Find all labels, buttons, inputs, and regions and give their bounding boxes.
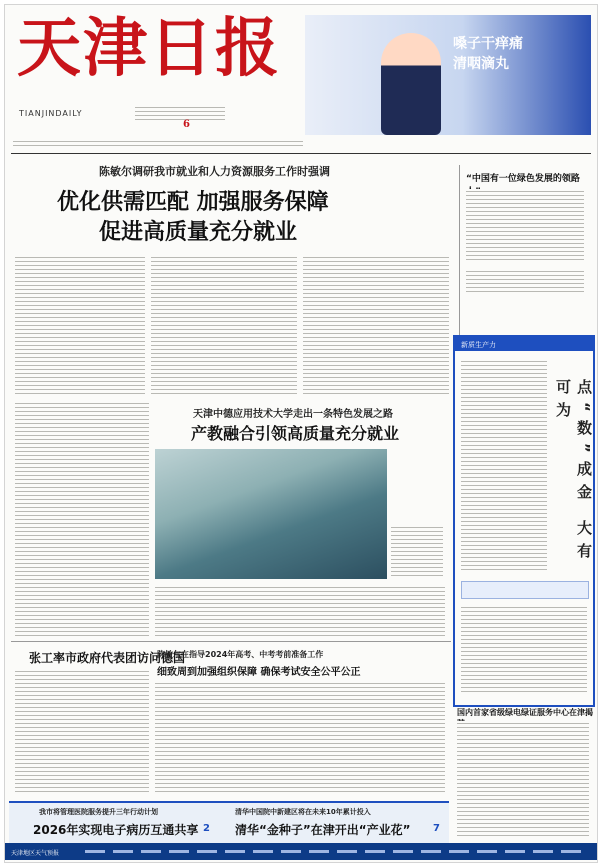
- left-story-body: [15, 401, 149, 637]
- boxed-story: [453, 335, 595, 707]
- lower-mid-headline: 细致周到加强组织保障 确保考试安全公平公正: [157, 667, 361, 678]
- right-low-headline: 国内首家省级绿电绿证服务中心在津揭: [457, 708, 593, 717]
- right-top-title: “中国有一位绿色发展的领路: [466, 174, 580, 184]
- masthead-title: 天津日报: [17, 11, 281, 86]
- lead-body-col-3: [303, 255, 449, 395]
- teaser-right-headline: 清华“金种子”在津开出“产业花”: [235, 823, 411, 837]
- lower-left-body: [15, 669, 149, 795]
- lead-headline-2: 促进高质量充分就业: [99, 220, 298, 245]
- lead-headline-1: 优化供需匹配 加强服务保障: [57, 190, 329, 215]
- lower-mid-kicker: 陈敏尔在指导2024年高考、中考考前准备工作: [157, 650, 324, 659]
- teaser-left-headline: 2026年实现电子病历互通共享: [33, 823, 199, 837]
- photo-caption: [391, 525, 443, 577]
- ad-line-1: 嗓子干痒痛: [453, 36, 523, 52]
- publisher-line: [13, 139, 303, 147]
- masthead-english: TIANJINDAILY: [19, 109, 83, 118]
- right-low-body: [457, 721, 589, 837]
- teaser-right-page: 7: [433, 823, 440, 834]
- lead-body-col-2: [151, 255, 297, 395]
- feature-photo: [155, 449, 387, 579]
- issue-info: [135, 105, 225, 127]
- lead-kicker: 陈敏尔调研我市就业和人力资源服务工作时强调: [99, 165, 330, 178]
- footer-left-label: 天津地区天气预报: [11, 850, 60, 857]
- teaser-bar: [9, 801, 449, 843]
- feature-kicker: 天津中德应用技术大学走出一条特色发展之路: [193, 409, 393, 420]
- lower-left-headline: 张工率市政府代表团访问德国: [29, 651, 186, 665]
- feature-body: [155, 585, 445, 637]
- issue-day: 6: [183, 119, 190, 130]
- ad-line-2: 清咽滴丸: [453, 55, 509, 72]
- footer-weather-bar: [5, 843, 597, 860]
- newspaper-page: [4, 4, 598, 863]
- teaser-left-kicker: 我市将管理医院服务提升三年行动计划: [39, 808, 158, 816]
- advertisement: [305, 15, 591, 135]
- ad-model-image: [381, 33, 441, 135]
- boxed-banner: 新质生产力: [455, 337, 593, 351]
- teaser-left-page: 2: [203, 823, 210, 834]
- feature-headline: 产教融合引领高质量充分就业: [191, 424, 400, 443]
- lead-body-col-1: [15, 255, 145, 395]
- ad-headline: [453, 35, 573, 74]
- boxed-title: 点“数”成金 大有可为: [554, 379, 593, 566]
- boxed-subtitle-band: [461, 581, 589, 599]
- lower-mid-body: [155, 681, 445, 795]
- teaser-right-kicker: 清华中国院中新建区将在未来10年累计投入: [235, 808, 371, 816]
- right-top-column: [459, 165, 590, 335]
